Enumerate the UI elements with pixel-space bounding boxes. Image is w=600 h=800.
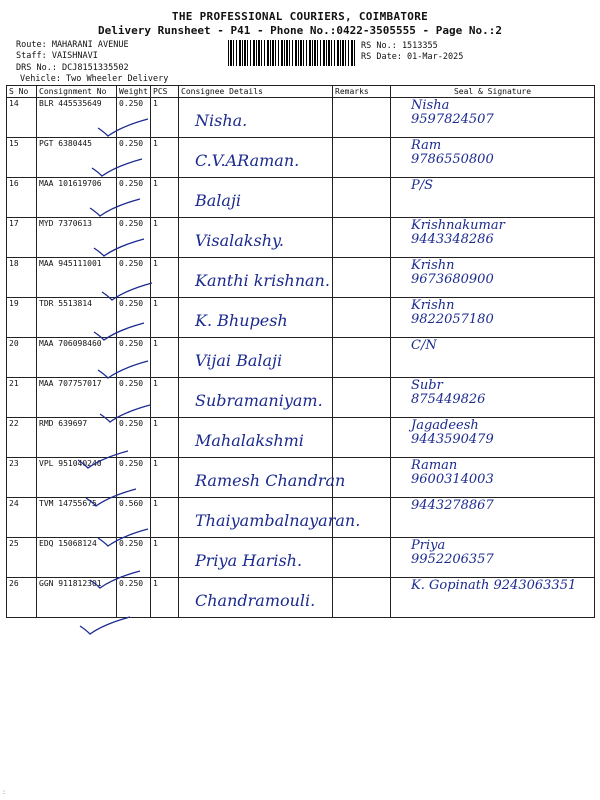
cell-consignment-no: VPL 951040240 bbox=[37, 458, 117, 498]
col-signature-header: Seal & Signature bbox=[391, 86, 595, 98]
cell-consignee bbox=[179, 258, 333, 298]
cell-pcs: 1 bbox=[151, 418, 179, 458]
cell-weight: 0.250 bbox=[117, 298, 151, 338]
cell-weight: 0.250 bbox=[117, 378, 151, 418]
consignee-name: Visalakshy. bbox=[195, 231, 285, 250]
cell-consignee bbox=[179, 138, 333, 178]
signature-sig1: Krishn bbox=[411, 298, 455, 313]
cell-signature bbox=[391, 418, 595, 458]
cell-pcs: 1 bbox=[151, 538, 179, 578]
cell-consignment-no: GGN 911812301 bbox=[37, 578, 117, 618]
consignee-name: Priya Harish. bbox=[195, 551, 303, 570]
signature-sig1: K. Gopinath 9243063351 bbox=[411, 578, 577, 593]
cell-pcs: 1 bbox=[151, 458, 179, 498]
cell-sno: 22 bbox=[7, 418, 37, 458]
signature-sig2: 9443348286 bbox=[411, 232, 494, 247]
cell-consignment-no: TDR 5513814 bbox=[37, 298, 117, 338]
cell-consignee bbox=[179, 498, 361, 538]
col-weight-header: Weight bbox=[117, 86, 151, 98]
cell-remarks bbox=[333, 258, 391, 298]
cell-consignee bbox=[179, 418, 333, 458]
col-sno-header: S No bbox=[7, 86, 37, 98]
cell-pcs: 1 bbox=[151, 218, 179, 258]
cell-sno: 23 bbox=[7, 458, 37, 498]
cell-pcs: 1 bbox=[151, 98, 179, 138]
cell-remarks bbox=[333, 98, 391, 138]
cell-pcs: 1 bbox=[151, 178, 179, 218]
cell-pcs: 1 bbox=[151, 298, 179, 338]
cell-weight: 0.250 bbox=[117, 178, 151, 218]
cell-weight: 0.250 bbox=[117, 418, 151, 458]
tick-mark-icon bbox=[96, 118, 150, 138]
cell-consignment-no: BLR 445535649 bbox=[37, 98, 117, 138]
consignee-name: Kanthi krishnan. bbox=[195, 271, 330, 290]
signature-sig1: Subr bbox=[411, 378, 443, 393]
signature-sig2: 9443590479 bbox=[411, 432, 494, 447]
signature-sig2: 9597824507 bbox=[411, 112, 494, 127]
cell-sno: 18 bbox=[7, 258, 37, 298]
cell-remarks bbox=[333, 418, 391, 458]
cell-consignment-no: PGT 6380445 bbox=[37, 138, 117, 178]
cell-pcs: 1 bbox=[151, 498, 179, 538]
signature-sig1: Jagadeesh bbox=[411, 418, 479, 433]
cell-consignment-no: MAA 707757017 bbox=[37, 378, 117, 418]
cell-remarks bbox=[333, 138, 391, 178]
cell-sno: 17 bbox=[7, 218, 37, 258]
cell-consignment-no: MAA 945111001 bbox=[37, 258, 117, 298]
cell-remarks bbox=[333, 178, 391, 218]
tick-mark-icon bbox=[90, 158, 144, 178]
cell-remarks bbox=[333, 338, 391, 378]
tick-mark-icon bbox=[84, 488, 138, 508]
signature-sig2: 9822057180 bbox=[411, 312, 494, 327]
cell-consignee bbox=[179, 578, 333, 618]
cell-sno: 20 bbox=[7, 338, 37, 378]
cell-consignee bbox=[179, 338, 333, 378]
tick-mark-icon bbox=[98, 404, 152, 424]
cell-signature bbox=[391, 458, 595, 498]
cell-consignee bbox=[179, 538, 333, 578]
cell-remarks bbox=[333, 378, 391, 418]
consignee-name: K. Bhupesh bbox=[195, 311, 288, 330]
cell-consignment-no: MYD 7370613 bbox=[37, 218, 117, 258]
page-mark: : bbox=[2, 788, 7, 796]
signature-sig1: Nisha bbox=[411, 98, 450, 113]
cell-sno: 25 bbox=[7, 538, 37, 578]
staff-label: Staff: VAISHNAVI bbox=[16, 51, 98, 61]
cell-consignee bbox=[179, 178, 333, 218]
rs-date: RS Date: 01-Mar-2025 bbox=[361, 52, 464, 62]
signature-sig1: P/S bbox=[411, 178, 434, 193]
signature-sig2: 9600314003 bbox=[411, 472, 494, 487]
cell-pcs: 1 bbox=[151, 138, 179, 178]
tick-mark-icon bbox=[96, 528, 150, 548]
cell-signature bbox=[391, 98, 595, 138]
cell-weight: 0.560 bbox=[117, 498, 151, 538]
cell-consignment-no: RMD 639697 bbox=[37, 418, 117, 458]
table-header-row bbox=[7, 86, 595, 98]
signature-sig1: Krishn bbox=[411, 258, 455, 273]
signature-sig1: Priya bbox=[411, 538, 446, 553]
cell-remarks bbox=[333, 298, 391, 338]
barcode-image bbox=[228, 40, 356, 66]
cell-sno: 26 bbox=[7, 578, 37, 618]
cell-consignment-no: EDQ 15068124 bbox=[37, 538, 117, 578]
signature-sig2: 9443278867 bbox=[411, 498, 494, 513]
cell-consignee bbox=[179, 98, 333, 138]
cell-remarks bbox=[333, 578, 391, 618]
cell-sno: 21 bbox=[7, 378, 37, 418]
cell-pcs: 1 bbox=[151, 258, 179, 298]
cell-pcs: 1 bbox=[151, 578, 179, 618]
cell-weight: 0.250 bbox=[117, 538, 151, 578]
signature-sig2: 9786550800 bbox=[411, 152, 494, 167]
cell-signature bbox=[391, 258, 595, 298]
route-label: Route: MAHARANI AVENUE bbox=[16, 40, 129, 50]
cell-signature bbox=[391, 378, 595, 418]
cell-pcs: 1 bbox=[151, 338, 179, 378]
company-title: THE PROFESSIONAL COURIERS, COIMBATORE bbox=[171, 10, 429, 23]
cell-remarks bbox=[333, 538, 391, 578]
cell-weight: 0.250 bbox=[117, 338, 151, 378]
col-consignment-header: Consignment No bbox=[37, 86, 117, 98]
tick-mark-icon bbox=[96, 360, 150, 380]
cell-remarks bbox=[333, 218, 391, 258]
signature-sig1: Ram bbox=[411, 138, 442, 153]
cell-sno: 15 bbox=[7, 138, 37, 178]
tick-mark-icon bbox=[88, 198, 142, 218]
signature-sig2: 875449826 bbox=[411, 392, 486, 407]
tick-mark-icon bbox=[76, 450, 130, 470]
tick-mark-icon bbox=[100, 282, 154, 302]
cell-sno: 19 bbox=[7, 298, 37, 338]
cell-weight: 0.250 bbox=[117, 218, 151, 258]
drs-label: DRS No.: DCJ8151335502 bbox=[16, 63, 129, 73]
col-consignee-header: Consignee Details bbox=[179, 86, 333, 98]
cell-consignee bbox=[179, 218, 333, 258]
cell-pcs: 1 bbox=[151, 378, 179, 418]
cell-signature bbox=[391, 338, 595, 378]
cell-signature bbox=[391, 498, 595, 538]
cell-sno: 16 bbox=[7, 178, 37, 218]
consignee-name: Chandramouli. bbox=[195, 591, 316, 610]
cell-signature bbox=[391, 578, 595, 618]
table-row bbox=[7, 338, 595, 378]
tick-mark-icon bbox=[78, 616, 132, 636]
cell-signature bbox=[391, 538, 595, 578]
cell-consignee bbox=[179, 378, 333, 418]
signature-sig1: C/N bbox=[411, 338, 437, 353]
cell-signature bbox=[391, 298, 595, 338]
table-row bbox=[7, 98, 595, 138]
cell-consignee bbox=[179, 298, 333, 338]
consignee-name: C.V.ARaman. bbox=[195, 151, 300, 170]
cell-signature bbox=[391, 218, 595, 258]
runsheet-subtitle: Delivery Runsheet - P41 - Phone No.:0422-3505555 - Page No.:2 bbox=[98, 24, 502, 37]
cell-weight: 0.250 bbox=[117, 458, 151, 498]
cell-consignment-no: MAA 101619706 bbox=[37, 178, 117, 218]
signature-sig2: 9673680900 bbox=[411, 272, 494, 287]
col-pcs-header: PCS bbox=[151, 86, 179, 98]
consignee-name: Thaiyambalnayaran. bbox=[195, 511, 361, 530]
cell-weight: 0.250 bbox=[117, 138, 151, 178]
cell-signature bbox=[391, 178, 595, 218]
consignee-name: Subramaniyam. bbox=[195, 391, 323, 410]
cell-weight: 0.250 bbox=[117, 98, 151, 138]
consignee-name: Balaji bbox=[195, 191, 242, 210]
table-row bbox=[7, 378, 595, 418]
cell-signature bbox=[391, 138, 595, 178]
signature-sig2: 9952206357 bbox=[411, 552, 494, 567]
cell-sno: 14 bbox=[7, 98, 37, 138]
rs-number: RS No.: 1513355 bbox=[361, 41, 438, 51]
cell-consignment-no: TVM 14755675 bbox=[37, 498, 117, 538]
consignee-name: Nisha. bbox=[195, 111, 248, 130]
signature-sig1: Krishnakumar bbox=[411, 218, 505, 233]
consignee-name: Mahalakshmi bbox=[195, 431, 304, 450]
tick-mark-icon bbox=[88, 570, 142, 590]
tick-mark-icon bbox=[92, 238, 146, 258]
cell-consignment-no: MAA 706098460 bbox=[37, 338, 117, 378]
table-row bbox=[7, 258, 595, 298]
signature-sig1: Raman bbox=[411, 458, 458, 473]
tick-mark-icon bbox=[92, 322, 146, 342]
consignee-name: Vijai Balaji bbox=[195, 351, 283, 370]
cell-consignee bbox=[179, 458, 346, 498]
cell-weight: 0.250 bbox=[117, 578, 151, 618]
cell-weight: 0.250 bbox=[117, 258, 151, 298]
col-remarks-header: Remarks bbox=[333, 86, 391, 98]
cell-sno: 24 bbox=[7, 498, 37, 538]
vehicle-label: Vehicle: Two Wheeler Delivery bbox=[20, 74, 169, 84]
consignee-name: Ramesh Chandran bbox=[195, 471, 346, 490]
